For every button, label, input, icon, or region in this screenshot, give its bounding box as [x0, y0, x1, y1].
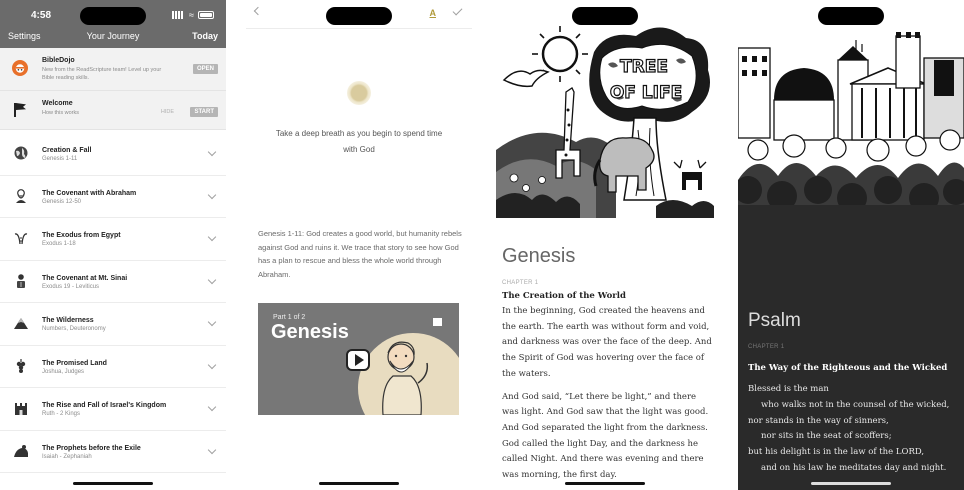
list-item[interactable]: [0, 346, 226, 389]
check-icon[interactable]: [453, 6, 463, 16]
item-title: Creation & Fall: [42, 147, 92, 154]
dynamic-island: [326, 7, 392, 25]
verse-paragraph: And God said, “Let there be light,” and there was light. And God saw that the light was good. And God separated the light from the darkness. God called the light Day, and the darkness he called Night. And there was evening and there was morning, the first day.: [502, 391, 709, 481]
bibledojo-banner[interactable]: [0, 48, 226, 91]
art-title-line1: TREE: [620, 57, 668, 77]
breath-text: Take a deep breath as you begin to spend time with God: [275, 129, 443, 154]
chevron-down-icon: [208, 403, 216, 411]
abraham-icon: [13, 188, 29, 204]
play-icon[interactable]: [346, 349, 370, 371]
status-time: 4:58: [31, 10, 52, 21]
breathing-circle: [347, 81, 371, 105]
battery-icon: [198, 11, 214, 19]
sinai-icon: [13, 273, 29, 289]
home-indicator: [565, 482, 645, 485]
tree-of-life-illustration: [496, 0, 714, 218]
list-item[interactable]: [0, 431, 226, 474]
kingdom-icon: [13, 400, 29, 416]
reading-screen: [246, 0, 472, 490]
banner-title: Welcome: [42, 100, 73, 107]
psalm-screen: [738, 0, 964, 490]
back-icon[interactable]: [254, 7, 262, 15]
verse-line: and on his law he meditates day and night.: [761, 462, 947, 473]
reading-intro: Genesis 1-11: God creates a good world, but humanity rebels against God and ruins it. We trace that story to see how God has a plan to rescue and bless the whole world through Abraham.: [258, 229, 462, 279]
welcome-banner[interactable]: [0, 91, 226, 130]
scripture-text: [502, 304, 712, 490]
item-title: The Covenant at Mt. Sinai: [42, 274, 128, 282]
item-subtitle: Joshua, Judges: [42, 368, 85, 375]
list-item[interactable]: [0, 176, 226, 219]
chevron-down-icon: [208, 233, 216, 241]
list-item[interactable]: [0, 133, 226, 176]
banner-subtitle: New from the ReadScripture team! Level up your Bible reading skills.: [42, 67, 162, 81]
divider: [246, 28, 472, 29]
status-icons: [172, 11, 214, 19]
verse-line: nor sits in the seat of scoffers;: [761, 431, 892, 442]
dynamic-island: [572, 7, 638, 25]
exodus-icon: [13, 230, 29, 246]
chevron-down-icon: [208, 360, 216, 368]
video-part: Part 1 of 2: [273, 314, 306, 321]
item-subtitle: Isaiah - Zephaniah: [42, 453, 92, 460]
item-subtitle: Exodus 1-18: [42, 241, 76, 247]
home-indicator: [319, 482, 399, 485]
signal-icon: [172, 11, 185, 19]
verse-line: Blessed is the man: [748, 384, 829, 394]
list-item[interactable]: [0, 388, 226, 431]
genesis-screen: [496, 0, 714, 490]
item-subtitle: Exodus 19 - Leviticus: [42, 283, 100, 290]
chevron-down-icon: [208, 190, 216, 198]
book-title: Psalm: [748, 310, 801, 331]
video-card[interactable]: [258, 303, 459, 415]
banner-subtitle: How this works: [42, 110, 79, 116]
item-subtitle: Genesis 12-50: [42, 198, 82, 205]
hide-button[interactable]: HIDE: [160, 109, 174, 115]
item-title: The Rise and Fall of Israel's Kingdom: [42, 402, 167, 409]
start-button[interactable]: START: [190, 107, 218, 117]
wilderness-icon: [13, 315, 29, 331]
art-title-line2: OF LIFE: [609, 83, 683, 103]
chevron-down-icon: [208, 148, 216, 156]
list-item[interactable]: [0, 218, 226, 261]
item-title: The Prophets before the Exile: [42, 444, 141, 452]
nav-bar: [0, 31, 226, 43]
open-button[interactable]: OPEN: [193, 64, 218, 74]
item-subtitle: Numbers, Deuteronomy: [42, 326, 106, 332]
video-title: Genesis: [271, 321, 349, 343]
chevron-down-icon: [208, 275, 216, 283]
item-title: The Exodus from Egypt: [42, 232, 121, 239]
prophet-icon: [13, 443, 29, 459]
chevron-down-icon: [208, 445, 216, 453]
banner-title: BibleDojo: [42, 57, 75, 64]
grapes-icon: [13, 358, 29, 374]
wifi-icon: ≈: [189, 10, 194, 20]
item-title: The Covenant with Abraham: [42, 189, 137, 197]
settings-button[interactable]: Settings: [8, 31, 41, 41]
city-crowd-illustration: [738, 0, 964, 230]
verse-line: nor stands in the way of sinners,: [748, 415, 889, 426]
comment-icon[interactable]: [433, 318, 442, 326]
verse-line: but his delight is in the law of the LORD,: [748, 447, 925, 458]
chapter-label: CHAPTER 1: [502, 280, 539, 286]
item-subtitle: Ruth - 2 Kings: [42, 411, 81, 417]
item-title: The Wilderness: [42, 317, 94, 324]
list-item[interactable]: [0, 303, 226, 346]
verse-paragraph: In the beginning, God created the heavens and the earth. The earth was without form and void, and darkness was over the face of the deep. And the Spirit of God was hovering over the face of the waters.: [502, 306, 712, 379]
bibledojo-icon: [12, 60, 28, 76]
section-heading: The Way of the Righteous and the Wicked: [748, 363, 948, 373]
item-subtitle: Genesis 1-11: [42, 156, 78, 162]
journey-list: [0, 133, 226, 473]
verse-line: who walks not in the counsel of the wicked,: [761, 399, 950, 410]
chapter-label: CHAPTER 1: [748, 344, 785, 350]
dynamic-island: [818, 7, 884, 25]
section-heading: The Creation of the World: [502, 291, 626, 301]
page-title: Your Journey: [86, 31, 140, 41]
globe-icon: [13, 145, 29, 161]
item-title: The Promised Land: [42, 359, 107, 367]
dynamic-island: [80, 7, 146, 25]
list-item[interactable]: [0, 261, 226, 304]
home-indicator: [811, 482, 891, 485]
book-title: Genesis: [502, 245, 576, 267]
chevron-down-icon: [208, 318, 216, 326]
font-settings-icon[interactable]: A: [429, 8, 436, 18]
home-indicator: [73, 482, 153, 485]
journey-screen: [0, 0, 226, 490]
scripture-text: [748, 382, 962, 477]
today-button[interactable]: Today: [192, 31, 218, 41]
abraham-illustration: [363, 331, 433, 415]
